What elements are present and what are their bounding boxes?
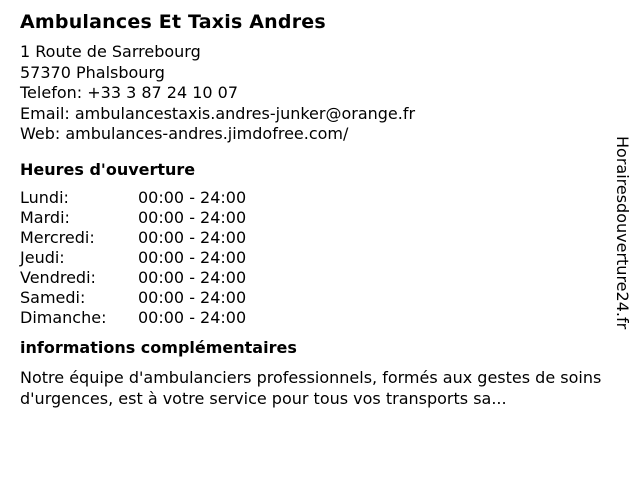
hours-time: 00:00 - 24:00: [138, 267, 247, 287]
hours-day: Lundi:: [20, 187, 69, 207]
hours-day: Mercredi:: [20, 227, 95, 247]
hours-time: 00:00 - 24:00: [138, 247, 247, 267]
hours-row-vendredi: [20, 268, 610, 288]
hours-heading: Heures d'ouverture: [20, 159, 196, 179]
site-watermark: Horairesdouverture24.fr: [613, 136, 632, 330]
email-line: Email: ambulancestaxis.andres-junker@orange.fr: [20, 103, 416, 123]
hours-time: 00:00 - 24:00: [138, 227, 247, 247]
address-street: 1 Route de Sarrebourg: [20, 42, 201, 61]
hours-row-mercredi: [20, 228, 610, 248]
hours-row-jeudi: [20, 248, 610, 268]
hours-row-dimanche: [20, 308, 610, 328]
hours-time: 00:00 - 24:00: [138, 187, 247, 207]
business-name: Ambulances Et Taxis Andres: [20, 11, 326, 33]
hours-time: 00:00 - 24:00: [138, 207, 247, 227]
hours-row-mardi: [20, 208, 610, 228]
hours-row-lundi: [20, 188, 610, 208]
phone-line: Telefon: +33 3 87 24 10 07: [20, 83, 239, 102]
hours-day: Jeudi:: [20, 247, 65, 267]
business-card: [20, 10, 610, 409]
web-line: Web: ambulances-andres.jimdofree.com/: [20, 124, 349, 143]
hours-day: Vendredi:: [20, 267, 96, 287]
hours-table: [20, 188, 610, 328]
hours-day: Dimanche:: [20, 307, 107, 327]
address-city: 57370 Phalsbourg: [20, 62, 165, 82]
extra-info-heading: informations complémentaires: [20, 337, 297, 357]
hours-day: Samedi:: [20, 287, 86, 307]
hours-row-samedi: [20, 288, 610, 308]
extra-info-text: Notre équipe d'ambulanciers professionnels, formés aux gestes de soins d'urgences, est à votre service pour tous vos transports sa...: [20, 367, 602, 408]
hours-day: Mardi:: [20, 207, 70, 227]
hours-time: 00:00 - 24:00: [138, 287, 247, 307]
hours-time: 00:00 - 24:00: [138, 307, 247, 327]
